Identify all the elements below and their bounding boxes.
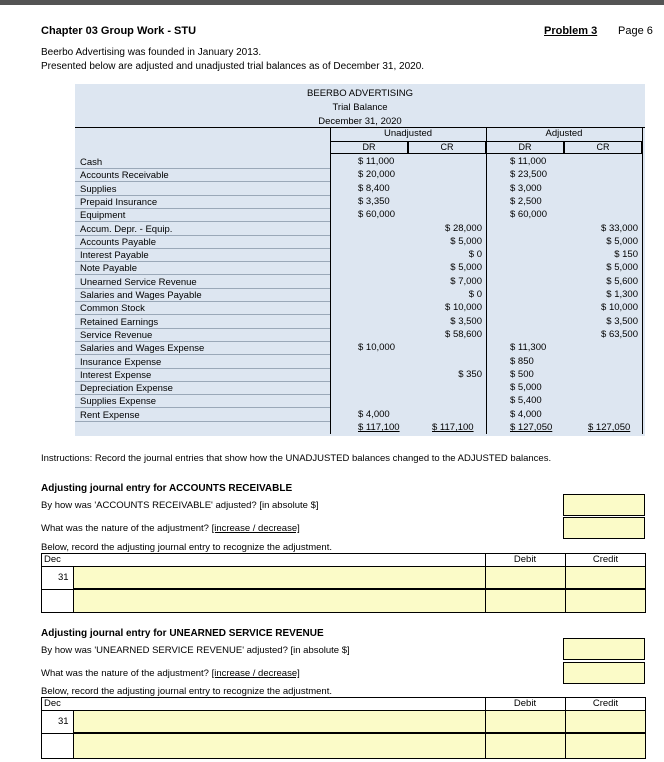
adr-label: DR	[518, 142, 532, 152]
tb-account-name: Depreciation Expense	[80, 383, 173, 394]
tb-cell-acr: $ 3,500	[606, 316, 638, 327]
tb-row-rule	[75, 354, 330, 355]
tb-row	[75, 289, 645, 302]
tb-account-name: Accum. Depr. - Equip.	[80, 224, 173, 235]
section-2-account-input-1[interactable]	[74, 711, 485, 733]
section-1-heading: Adjusting journal entry for ACCOUNTS RECEIVABLE	[41, 483, 293, 494]
section-2-question-nature: What was the nature of the adjustment? [increase / decrease]	[41, 668, 300, 679]
section-2-debit-input-2[interactable]	[486, 734, 565, 758]
tb-account-name: Supplies	[80, 184, 117, 195]
section-1-account-input-2[interactable]	[74, 590, 485, 612]
tb-row	[75, 395, 645, 408]
tb-date: December 31, 2020	[318, 116, 402, 127]
ucr-label: CR	[440, 142, 454, 152]
tb-cell-acr: $ 63,500	[601, 329, 638, 340]
tb-cell-adr: $ 11,000	[510, 156, 547, 167]
tb-cell-adr: $ 11,300	[510, 342, 547, 353]
tb-account-name: Cash	[80, 157, 103, 168]
tb-cell-acr: $ 1,300	[606, 289, 638, 300]
section-1-question-nature: What was the nature of the adjustment? [increase / decrease]	[41, 523, 300, 534]
tb-account-name: Supplies Expense	[80, 396, 157, 407]
tb-account-name: Common Stock	[80, 303, 145, 314]
section-1-month: Dec	[44, 554, 61, 565]
section-2-day: 31	[58, 716, 69, 727]
tb-cell-udr: $ 11,000	[358, 156, 395, 167]
tb-row	[75, 223, 645, 236]
section-2-debit-header: Debit	[513, 698, 537, 709]
tb-cell-udr: $ 60,000	[358, 209, 395, 220]
instructions: Instructions: Record the journal entries that show how the UNADJUSTED balances changed to the ADJUSTED balances.	[41, 453, 552, 464]
tb-cell-ucr: $ 10,000	[445, 302, 482, 313]
section-2-question-amount: By how was 'UNEARNED SERVICE REVENUE' adjusted? [in absolute $]	[41, 645, 350, 656]
total-ucr: $ 117,100	[432, 422, 474, 433]
tb-cell-ucr: $ 0	[468, 249, 482, 260]
tb-cell-adr: $ 2,500	[510, 196, 542, 207]
tb-row	[75, 276, 645, 289]
tb-company: BEERBO ADVERTISING	[307, 88, 413, 99]
tb-row-rule	[75, 314, 330, 315]
tb-cell-udr: $ 10,000	[358, 342, 395, 353]
tb-account-name: Insurance Expense	[80, 357, 162, 368]
tb-cell-adr: $ 3,000	[510, 183, 542, 194]
tb-account-name: Unearned Service Revenue	[80, 277, 197, 288]
tb-row	[75, 262, 645, 275]
tb-row	[75, 329, 645, 342]
tb-account-name: Prepaid Insurance	[80, 197, 158, 208]
section-2-credit-input-1[interactable]	[566, 711, 645, 733]
tb-cell-acr: $ 5,600	[606, 276, 638, 287]
section-1-question-amount: By how was 'ACCOUNTS RECEIVABLE' adjusted? [in absolute $]	[41, 500, 319, 511]
tb-account-name: Salaries and Wages Expense	[80, 343, 205, 354]
section-1-debit-header: Debit	[513, 554, 537, 565]
tb-row	[75, 382, 645, 395]
page-number: Page 6	[618, 25, 653, 37]
tb-row-rule	[75, 181, 330, 182]
total-udr: $ 117,100	[358, 422, 400, 433]
section-2-credit-header: Credit	[592, 698, 619, 709]
section-2-month: Dec	[44, 698, 61, 709]
chapter-title: Chapter 03 Group Work - STU	[41, 25, 197, 37]
tb-row	[75, 316, 645, 329]
section-2-heading: Adjusting journal entry for UNEARNED SERVICE REVENUE	[41, 628, 324, 639]
section-2-debit-input-1[interactable]	[486, 711, 565, 733]
tb-cell-acr: $ 5,000	[606, 236, 638, 247]
total-adr: $ 127,050	[510, 422, 553, 433]
tb-cell-udr: $ 3,350	[358, 196, 390, 207]
tb-cell-ucr: $ 350	[458, 369, 482, 380]
tb-row-rule	[75, 221, 330, 222]
tb-cell-adr: $ 4,000	[510, 409, 542, 420]
tb-cell-ucr: $ 7,000	[450, 276, 482, 287]
problem-number: Problem 3	[544, 25, 598, 37]
tb-row-rule	[75, 421, 330, 422]
tb-cell-ucr: $ 5,000	[450, 236, 482, 247]
adjusted-header: Adjusted	[545, 128, 583, 139]
section-2-amount-input[interactable]	[563, 638, 645, 660]
tb-cell-ucr: $ 0	[468, 289, 482, 300]
intro-line-2: Presented below are adjusted and unadjusted trial balances as of December 31, 2020.	[41, 61, 425, 72]
acr-label: CR	[596, 142, 610, 152]
section-1-credit-header: Credit	[592, 554, 619, 565]
tb-cell-acr: $ 33,000	[601, 223, 638, 234]
total-acr: $ 127,050	[588, 422, 631, 433]
tb-row	[75, 356, 645, 369]
tb-cell-adr: $ 500	[510, 369, 534, 380]
tb-cell-udr: $ 20,000	[358, 169, 395, 180]
tb-row-rule	[75, 407, 330, 408]
section-2-below-text: Below, record the adjusting journal entry to recognize the adjustment.	[41, 686, 332, 697]
section-1-credit-input-1[interactable]	[566, 567, 645, 589]
tb-row	[75, 302, 645, 315]
tb-cell-acr: $ 5,000	[606, 262, 638, 273]
tb-cell-acr: $ 150	[614, 249, 638, 260]
section-1-below-text: Below, record the adjusting journal entry to recognize the adjustment.	[41, 542, 332, 553]
tb-cell-adr: $ 5,400	[510, 395, 542, 406]
section-2-account-input-2[interactable]	[74, 734, 485, 758]
tb-cell-ucr: $ 5,000	[450, 262, 482, 273]
tb-cell-udr: $ 4,000	[358, 409, 390, 420]
tb-cell-adr: $ 850	[510, 356, 534, 367]
tb-row-rule	[75, 274, 330, 275]
section-2-nature-input[interactable]	[563, 662, 645, 684]
tb-cell-adr: $ 23,500	[510, 169, 547, 180]
tb-row	[75, 236, 645, 249]
section-1-nature-input[interactable]	[563, 517, 645, 539]
section-1-account-input-1[interactable]	[74, 567, 485, 589]
intro-line-1: Beerbo Advertising was founded in January 2013.	[41, 47, 262, 58]
tb-cell-ucr: $ 28,000	[445, 223, 482, 234]
tb-cell-adr: $ 5,000	[510, 382, 542, 393]
tb-account-name: Equipment	[80, 210, 126, 221]
section-2-credit-input-2[interactable]	[566, 734, 645, 758]
tb-cell-acr: $ 10,000	[601, 302, 638, 313]
tb-row	[75, 369, 645, 382]
tb-row	[75, 249, 645, 262]
section-1-credit-input-2[interactable]	[566, 590, 645, 612]
tb-cell-ucr: $ 58,600	[445, 329, 482, 340]
section-1-day: 31	[58, 572, 69, 583]
tb-account-name: Service Revenue	[80, 330, 153, 341]
tb-cell-adr: $ 60,000	[510, 209, 547, 220]
tb-cell-ucr: $ 3,500	[450, 316, 482, 327]
section-1-debit-input-2[interactable]	[486, 590, 565, 612]
tb-account-name: Accounts Payable	[80, 237, 157, 248]
tb-account-name: Interest Expense	[80, 370, 152, 381]
tb-account-name: Rent Expense	[80, 410, 140, 421]
section-1-debit-input-1[interactable]	[486, 567, 565, 589]
top-bar	[0, 0, 664, 5]
tb-account-name: Salaries and Wages Payable	[80, 290, 202, 301]
tb-account-name: Interest Payable	[80, 250, 149, 261]
tb-account-name: Retained Earnings	[80, 317, 159, 328]
section-1-amount-input[interactable]	[563, 494, 645, 516]
tb-account-name: Note Payable	[80, 263, 138, 274]
tb-cell-udr: $ 8,400	[358, 183, 390, 194]
unadjusted-header: Unadjusted	[383, 128, 433, 139]
tb-report: Trial Balance	[332, 102, 388, 113]
tb-account-name: Accounts Receivable	[80, 170, 169, 181]
udr-label: DR	[362, 142, 376, 152]
